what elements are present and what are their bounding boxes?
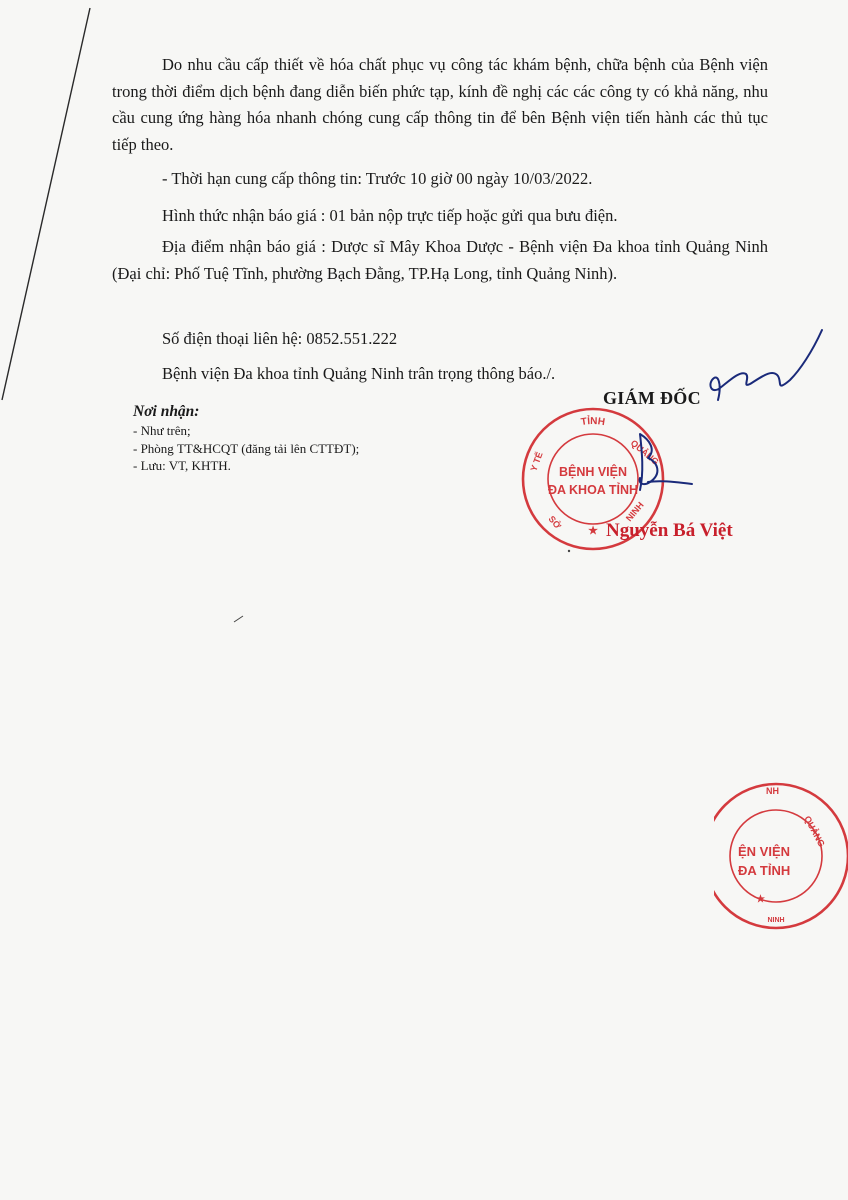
scan-edge-line xyxy=(0,0,120,420)
body-closing: Bệnh viện Đa khoa tỉnh Quảng Ninh trân trọng thông báo./. xyxy=(162,364,556,383)
seal-arc-right: QUẢNG xyxy=(628,437,661,468)
scan-speck xyxy=(566,548,572,554)
seal-arc-bottom-right: NINH xyxy=(623,500,646,524)
partial-seal-arc-bottom: NINH xyxy=(767,917,785,924)
partial-seal-line-2: ĐA TỈNH xyxy=(738,863,791,878)
signatory-name: Nguyễn Bá Việt xyxy=(606,520,733,541)
handwritten-signature xyxy=(600,322,840,502)
seal-line-1: BỆNH VIỆN xyxy=(558,465,628,479)
seal-arc-bottom-left: SỞ xyxy=(546,513,563,531)
recipients-title: Nơi nhận: xyxy=(133,403,200,420)
signatory-title: GIÁM ĐỐC xyxy=(603,388,701,408)
body-paragraph-request: Do nhu cầu cấp thiết về hóa chất phục vụ công tác khám bệnh, chữa bệnh của Bệnh viện trong thời điểm dịch bệnh đang diễn biến phức tạp, kính đề nghị các các công ty có khả năng, nhu cầu cung ứng hàng hóa nhanh chóng cung cấp thông tin để bên Bệnh viện tiến hành các thủ tục tiếp theo. xyxy=(112,55,768,154)
recipient-item: - Lưu: VT, KHTH. xyxy=(133,458,231,473)
body-phone: Số điện thoại liên hệ: 0852.551.222 xyxy=(162,329,398,348)
seal-arc-top: TỈNH xyxy=(580,415,606,429)
seal-arc-left: Y TẾ xyxy=(528,450,545,473)
recipient-item: - Như trên; xyxy=(133,423,191,438)
scan-speck xyxy=(232,614,246,624)
body-submission-form: Hình thức nhận báo giá : 01 bản nộp trực tiếp hoặc gửi qua bưu điện. xyxy=(162,206,618,225)
partial-seal-star-icon: ★ xyxy=(756,894,765,905)
partial-seal-line-1: ỆN VIỆN xyxy=(738,844,791,859)
recipients-block xyxy=(133,402,359,475)
partial-seal-arc-right: QUẢNG xyxy=(802,814,827,849)
seal-star-icon: ★ xyxy=(588,525,598,537)
recipient-item: - Phòng TT&HCQT (đăng tải lên CTTĐT); xyxy=(133,440,360,456)
body-deadline: - Thời hạn cung cấp thông tin: Trước 10 giờ 00 ngày 10/03/2022. xyxy=(162,169,593,188)
partial-seal-arc-top: NH xyxy=(766,786,779,796)
body-submission-place: Địa điểm nhận báo giá : Dược sĩ Mây Khoa Dược - Bệnh viện Đa khoa tỉnh Quảng Ninh (Đại chỉ: Phố Tuệ Tĩnh, phường Bạch Đằng, TP.Hạ Long, tỉnh Quảng Ninh). xyxy=(112,237,768,283)
seal-line-2: ĐA KHOA TỈNH xyxy=(547,483,639,497)
partial-seal-stamp xyxy=(714,776,848,936)
